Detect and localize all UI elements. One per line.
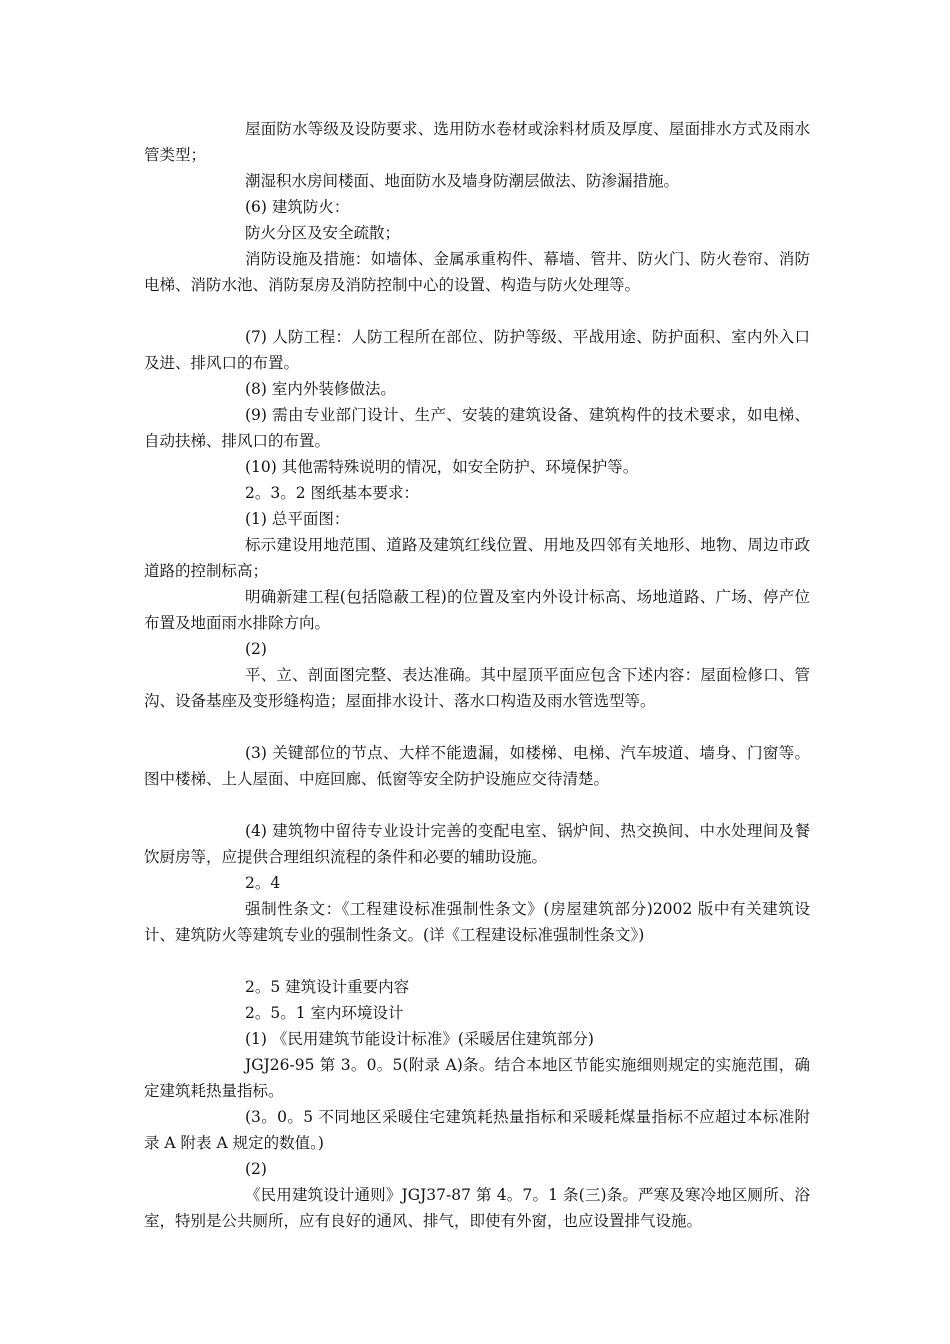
paragraph-item-2-label-b: (2): [245, 1160, 267, 1178]
paragraph-decoration: (8) 室内外装修做法。: [245, 380, 396, 398]
paragraph-ventilation: 《民用建筑设计通则》JGJ37-87 第 4。7。1 条(三)条。严寒及寒冷地区厕所、浴室，特别是公共厕所，应有良好的通风、排气，即使有外窗，也应设置排气设施。: [144, 1186, 810, 1230]
paragraph-spacer: [144, 298, 810, 324]
paragraph-jgj26: JGJ26-95 第 3。0。5(附录 A)条。结合本地区节能实施细则规定的实施范围，确定建筑耗热量指标。: [144, 1056, 810, 1100]
paragraph-energy-standard: (1) 《民用建筑节能设计标准》(采暖居住建筑部分): [245, 1030, 594, 1048]
paragraph-other: (10) 其他需特殊说明的情况，如安全防护、环境保护等。: [245, 458, 639, 476]
paragraph-key-details: (3) 关键部位的节点、大样不能遗漏，如楼梯、电梯、汽车坡道、墙身、门窗等。图中楼梯、上人屋面、中庭回廊、低窗等安全防护设施应交待清楚。: [144, 744, 810, 788]
paragraph-site-plan-heading: (1) 总平面图：: [245, 510, 350, 528]
document-body: [144, 116, 810, 1234]
paragraph-fire-heading: (6) 建筑防火：: [245, 198, 350, 216]
paragraph-civil-defense: (7) 人防工程：人防工程所在部位、防护等级、平战用途、防护面积、室内外入口及进、排风口的布置。: [144, 328, 810, 372]
paragraph-fire-zones: 防火分区及安全疏散；: [245, 224, 401, 242]
paragraph-plans-sections: 平、立、剖面图完整、表达准确。其中屋顶平面应包含下述内容：屋面检修口、管沟、设备基座及变形缝构造；屋面排水设计、落水口构造及雨水管选型等。: [144, 666, 810, 710]
paragraph-reserved-rooms: (4) 建筑物中留待专业设计完善的变配电室、锅炉间、热交换间、中水处理间及餐饮厨房等，应提供合理组织流程的条件和必要的辅助设施。: [144, 822, 810, 866]
section-heading-2-5: 2。5 建筑设计重要内容: [245, 978, 410, 996]
paragraph-spacer: [144, 714, 810, 740]
section-heading-drawing-requirements: 2。3。2 图纸基本要求：: [245, 484, 420, 502]
section-heading-2-5-1: 2。5。1 室内环境设计: [245, 1004, 404, 1022]
paragraph-site-boundaries: 标示建设用地范围、道路及建筑红线位置、用地及四邻有关地形、地物、周边市政道路的控制标高；: [144, 536, 810, 580]
section-heading-2-4: 2。4: [245, 874, 281, 892]
paragraph-spacer: [144, 948, 810, 974]
paragraph-new-construction: 明确新建工程(包括隐蔽工程)的位置及室内外设计标高、场地道路、广场、停产位布置及地面雨水排除方向。: [144, 588, 810, 632]
paragraph-mandatory-provisions: 强制性条文：《工程建设标准强制性条文》(房屋建筑部分)2002 版中有关建筑设计、建筑防火等建筑专业的强制性条文。(详《工程建设标准强制性条文》): [144, 900, 810, 944]
paragraph-heat-index-note: (3。0。5 不同地区采暖住宅建筑耗热量指标和采暖耗煤量指标不应超过本标准附录 A 附表 A 规定的数值。): [144, 1108, 810, 1152]
paragraph-roof-waterproofing: 屋面防水等级及设防要求、选用防水卷材或涂料材质及厚度、屋面排水方式及雨水管类型；: [144, 120, 810, 164]
paragraph-equipment: (9) 需由专业部门设计、生产、安装的建筑设备、建筑构件的技术要求，如电梯、自动扶梯、排风口的布置。: [144, 406, 810, 450]
paragraph-fire-facilities: 消防设施及措施：如墙体、金属承重构件、幕墙、管井、防火门、防火卷帘、消防电梯、消防水池、消防泵房及消防控制中心的设置、构造与防火处理等。: [144, 250, 810, 294]
paragraph-wet-rooms: 潮湿积水房间楼面、地面防水及墙身防潮层做法、防渗漏措施。: [245, 172, 680, 190]
paragraph-spacer: [144, 792, 810, 818]
paragraph-item-2-label: (2): [245, 640, 267, 658]
